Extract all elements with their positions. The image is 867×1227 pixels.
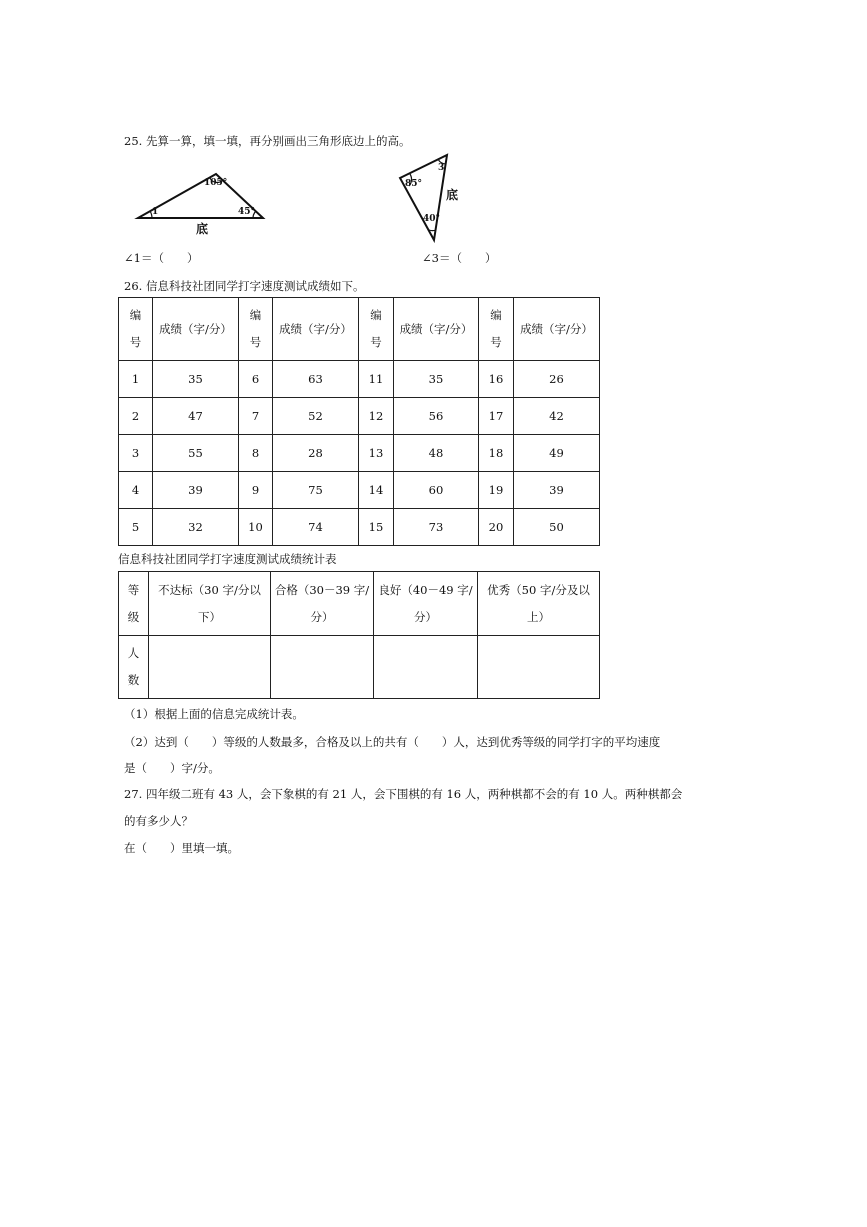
- table-cell: 12: [359, 398, 394, 435]
- level-good: 良好（40－49 字/ 分）: [374, 572, 478, 636]
- q26-sub2-line2: 是（ ）字/分。: [124, 761, 220, 775]
- score-header: 成绩（字/分）: [153, 298, 239, 361]
- table-cell: 47: [153, 398, 239, 435]
- table-cell: 39: [153, 472, 239, 509]
- triangle-1-base-label: 底: [196, 222, 209, 236]
- triangle-2-angle-top: 3: [438, 163, 445, 173]
- table-cell: 35: [394, 361, 479, 398]
- id-header: 编 号: [119, 298, 153, 361]
- id-header: 编 号: [239, 298, 273, 361]
- table-cell: 11: [359, 361, 394, 398]
- stats-table: [118, 571, 600, 699]
- table-cell: 55: [153, 435, 239, 472]
- triangle-2-base-label: 底: [446, 188, 459, 202]
- q27-line3: 在（ ）里填一填。: [124, 841, 239, 855]
- table-cell: 73: [394, 509, 479, 546]
- table-cell: 6: [239, 361, 273, 398]
- triangle-2-angle-bottom: 40°: [423, 214, 441, 224]
- table-cell: 28: [273, 435, 359, 472]
- table-cell: 48: [394, 435, 479, 472]
- table-cell: 20: [479, 509, 514, 546]
- score-header: 成绩（字/分）: [394, 298, 479, 361]
- id-header: 编 号: [359, 298, 394, 361]
- table-cell: 26: [514, 361, 600, 398]
- triangle-2-figure: [396, 150, 476, 245]
- triangle-1-figure: [130, 170, 270, 236]
- stats-header-row: [119, 572, 600, 636]
- table-cell: 10: [239, 509, 273, 546]
- typing-score-table: [118, 297, 600, 546]
- stats-count-row: [119, 636, 600, 699]
- table-cell: 3: [119, 435, 153, 472]
- table-cell: 2: [119, 398, 153, 435]
- table-row: [119, 398, 600, 435]
- table-row: [119, 435, 600, 472]
- table-cell: 17: [479, 398, 514, 435]
- table-cell: 60: [394, 472, 479, 509]
- table-header-row: [119, 298, 600, 361]
- table-cell: 42: [514, 398, 600, 435]
- table-cell: 9: [239, 472, 273, 509]
- id-header: 编 号: [479, 298, 514, 361]
- triangle-1-angle-left: 1: [152, 207, 159, 217]
- table-cell: 75: [273, 472, 359, 509]
- table-cell: 14: [359, 472, 394, 509]
- count-blank-pass[interactable]: [271, 636, 374, 699]
- table-cell: 39: [514, 472, 600, 509]
- table-cell: 4: [119, 472, 153, 509]
- angle-1-answer: ∠1＝（ ）: [124, 251, 199, 265]
- score-header: 成绩（字/分）: [514, 298, 600, 361]
- table-cell: 74: [273, 509, 359, 546]
- triangle-2-svg: [396, 150, 476, 245]
- count-blank-excellent[interactable]: [478, 636, 600, 699]
- q26-sub2-line1: （2）达到（ ）等级的人数最多，合格及以上的共有（ ）人，达到优秀等级的同学打字的平均速度: [124, 735, 661, 749]
- count-header: 人 数: [119, 636, 149, 699]
- q27-line2: 的有多少人？: [124, 814, 193, 828]
- table-cell: 52: [273, 398, 359, 435]
- q26-sub1: （1）根据上面的信息完成统计表。: [124, 707, 304, 721]
- count-blank-fail[interactable]: [149, 636, 271, 699]
- level-fail: 不达标（30 字/分以 下）: [149, 572, 271, 636]
- table-row: [119, 472, 600, 509]
- q25-stem: 25. 先算一算，填一填，再分别画出三角形底边上的高。: [124, 134, 411, 148]
- table-cell: 32: [153, 509, 239, 546]
- table-cell: 15: [359, 509, 394, 546]
- table-cell: 49: [514, 435, 600, 472]
- level-pass: 合格（30－39 字/ 分）: [271, 572, 374, 636]
- table-cell: 18: [479, 435, 514, 472]
- table-cell: 7: [239, 398, 273, 435]
- table-cell: 13: [359, 435, 394, 472]
- table-cell: 5: [119, 509, 153, 546]
- grade-header: 等 级: [119, 572, 149, 636]
- score-header: 成绩（字/分）: [273, 298, 359, 361]
- q26-stem: 26. 信息科技社团同学打字速度测试成绩如下。: [124, 279, 365, 293]
- level-excellent: 优秀（50 字/分及以 上）: [478, 572, 600, 636]
- angle-3-answer: ∠3＝（ ）: [422, 251, 497, 265]
- table-cell: 19: [479, 472, 514, 509]
- table-row: [119, 361, 600, 398]
- table-row: [119, 509, 600, 546]
- table-cell: 35: [153, 361, 239, 398]
- table-cell: 56: [394, 398, 479, 435]
- triangle-1-angle-top: 105°: [204, 178, 228, 188]
- count-blank-good[interactable]: [374, 636, 478, 699]
- table-cell: 50: [514, 509, 600, 546]
- table-cell: 1: [119, 361, 153, 398]
- q27-line1: 27. 四年级二班有 43 人，会下象棋的有 21 人，会下围棋的有 16 人，两种棋都不会的有 10 人。两种棋都会: [124, 787, 683, 801]
- triangle-1-angle-right: 45°: [238, 207, 256, 217]
- table-cell: 63: [273, 361, 359, 398]
- table-cell: 16: [479, 361, 514, 398]
- table-cell: 8: [239, 435, 273, 472]
- triangle-2-angle-left: 85°: [405, 179, 423, 189]
- stats-table-title: 信息科技社团同学打字速度测试成绩统计表: [118, 552, 337, 566]
